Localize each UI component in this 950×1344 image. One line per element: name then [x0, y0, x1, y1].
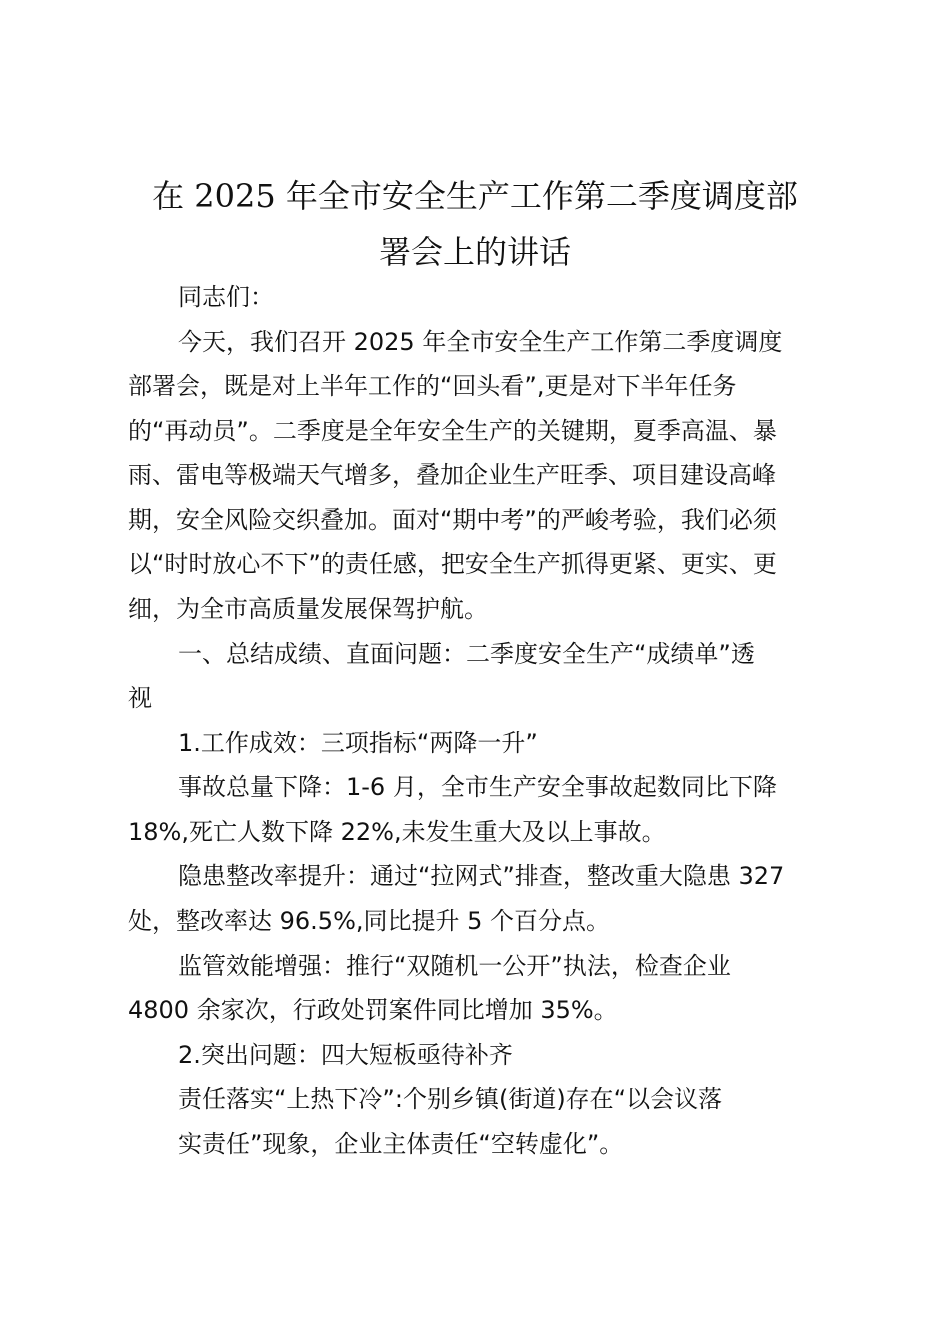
document-title	[120, 168, 830, 280]
body-line-8: 事故总量下降：1-6 月，全市生产安全事故起数同比下降	[178, 773, 777, 801]
section-heading-1-cont: 视	[128, 684, 152, 712]
section-heading-1: 一、总结成绩、直面问题：二季度安全生产“成绩单”透	[178, 640, 755, 668]
body-line-11: 处，整改率达 96.5%,同比提升 5 个百分点。	[128, 907, 611, 935]
body-line-3: 的“再动员”。二季度是全年安全生产的关键期，夏季高温、暴	[128, 417, 777, 445]
body-line-14: 责任落实“上热下冷”:个别乡镇(街道)存在“以会议落	[178, 1085, 723, 1113]
body-line-13: 4800 余家次，行政处罚案件同比增加 35%。	[128, 996, 618, 1024]
body-line-4: 雨、雷电等极端天气增多，叠加企业生产旺季、项目建设高峰	[128, 461, 776, 489]
body-line-6: 以“时时放心不下”的责任感，把安全生产抓得更紧、更实、更	[128, 550, 777, 578]
body-line-15: 实责任”现象，企业主体责任“空转虚化”。	[178, 1130, 624, 1158]
title-line-1: 在 2025 年全市安全生产工作第二季度调度部	[152, 177, 798, 215]
body-line-10: 隐患整改率提升：通过“拉网式”排查，整改重大隐患 327	[178, 862, 785, 890]
subheading-2: 2.突出问题：四大短板亟待补齐	[178, 1041, 513, 1069]
body-line-12: 监管效能增强：推行“双随机一公开”执法，检查企业	[178, 952, 731, 980]
body-line-7: 细，为全市高质量发展保驾护航。	[128, 595, 488, 623]
body-line-5: 期，安全风险交织叠加。面对“期中考”的严峻考验，我们必须	[128, 506, 777, 534]
subheading-1: 1.工作成效：三项指标“两降一升”	[178, 729, 538, 757]
salutation: 同志们：	[178, 283, 274, 311]
body-line-9: 18%,死亡人数下降 22%,未发生重大及以上事故。	[128, 818, 666, 846]
body-line-2: 部署会，既是对上半年工作的“回头看”,更是对下半年任务	[128, 372, 737, 400]
body-line-1: 今天，我们召开 2025 年全市安全生产工作第二季度调度	[178, 328, 783, 356]
title-line-2: 署会上的讲话	[378, 233, 571, 271]
